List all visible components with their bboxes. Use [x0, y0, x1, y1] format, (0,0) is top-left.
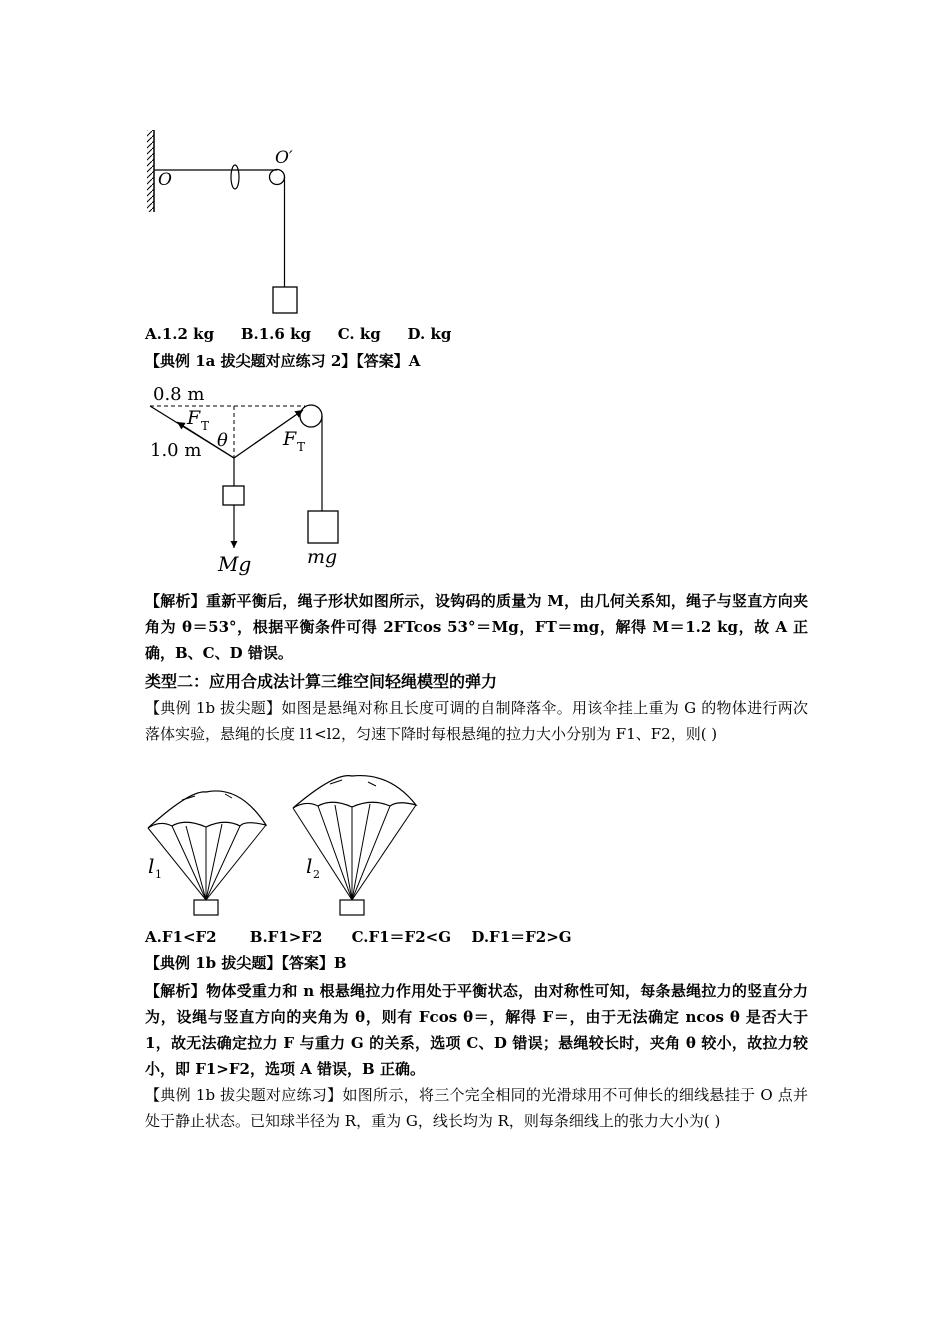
- label-ft-left-sub: T: [201, 419, 210, 433]
- label-ft-left: F: [187, 407, 201, 429]
- label-l1-sub: 1: [155, 868, 162, 881]
- label-mg-small: mg: [307, 546, 338, 568]
- option-d[interactable]: D.F1＝F2>G: [471, 928, 572, 946]
- option-a[interactable]: A.F1<F2: [145, 928, 217, 946]
- q2-options: [145, 925, 572, 949]
- label-l2-sub: 2: [313, 868, 320, 881]
- label-o: O: [158, 170, 172, 190]
- label-theta: θ: [217, 430, 228, 451]
- ex1a-analysis: 【解析】重新平衡后，绳子形状如图所示，设钩码的质量为 M，由几何关系知，绳子与竖直方向夹角为 θ＝53°，根据平衡条件可得 2FTcos 53°＝Mg，FT＝mg，解得 M＝1.2 kg，故 A 正确，B、C、D 错误。: [145, 592, 808, 662]
- option-b[interactable]: B.1.6 kg: [240, 325, 311, 343]
- label-ft-right-sub: T: [297, 440, 306, 454]
- option-a[interactable]: A.1.2 kg: [145, 325, 215, 343]
- option-d[interactable]: D. kg: [407, 325, 452, 343]
- label-l1: l: [148, 854, 155, 878]
- ex1b-answer-header: 【典例 1b 拔尖题】【答案】B: [145, 954, 347, 972]
- figure-parachutes: [140, 770, 430, 920]
- label-0-8m: 0.8 m: [153, 384, 205, 405]
- label-1-0m: 1.0 m: [150, 440, 202, 461]
- ex1a-answer-header: 【典例 1a 拔尖题对应练习 2】【答案】A: [145, 352, 421, 370]
- option-c[interactable]: C. kg: [337, 325, 381, 343]
- option-c[interactable]: C.F1＝F2<G: [351, 928, 452, 946]
- ex1b-practice: 【典例 1b 拔尖题对应练习】如图所示，将三个完全相同的光滑球用不可伸长的细线悬挂于 O 点并处于静止状态。已知球半径为 R，重为 G，线长均为 R，则每条细线上的张力大小为( ): [145, 1086, 808, 1130]
- option-b[interactable]: B.F1>F2: [249, 928, 323, 946]
- label-o-prime: O′: [275, 148, 293, 168]
- ex1b-question: 【典例 1b 拔尖题】如图是悬绳对称且长度可调的自制降落伞。用该伞挂上重为 G 的物体进行两次落体实验，悬绳的长度 l1<l2，匀速下降时每根悬绳的拉力大小分别为 F1、F2，则( ): [145, 699, 808, 743]
- q1-options: [145, 322, 473, 346]
- type2-heading: 类型二：应用合成法计算三维空间轻绳模型的弹力: [145, 672, 498, 691]
- figure-wall-pulley: [140, 125, 310, 320]
- label-mg-big: Mg: [218, 552, 252, 576]
- label-ft-right: F: [283, 428, 297, 450]
- figure-force-diagram: [145, 378, 375, 578]
- ex1b-analysis: 【解析】物体受重力和 n 根悬绳拉力作用处于平衡状态，由对称性可知，每条悬绳拉力的竖直分力为，设绳与竖直方向的夹角为 θ，则有 Fcos θ＝，解得 F＝，由于无法确定 ncos θ 是否大于 1，故无法确定拉力 F 与重力 G 的关系，选项 C、D 错误；悬绳较长时，夹角 θ 较小，故拉力较小，即 F1>F2，选项 A 错误，B 正确。: [145, 982, 808, 1078]
- label-l2: l: [306, 854, 313, 878]
